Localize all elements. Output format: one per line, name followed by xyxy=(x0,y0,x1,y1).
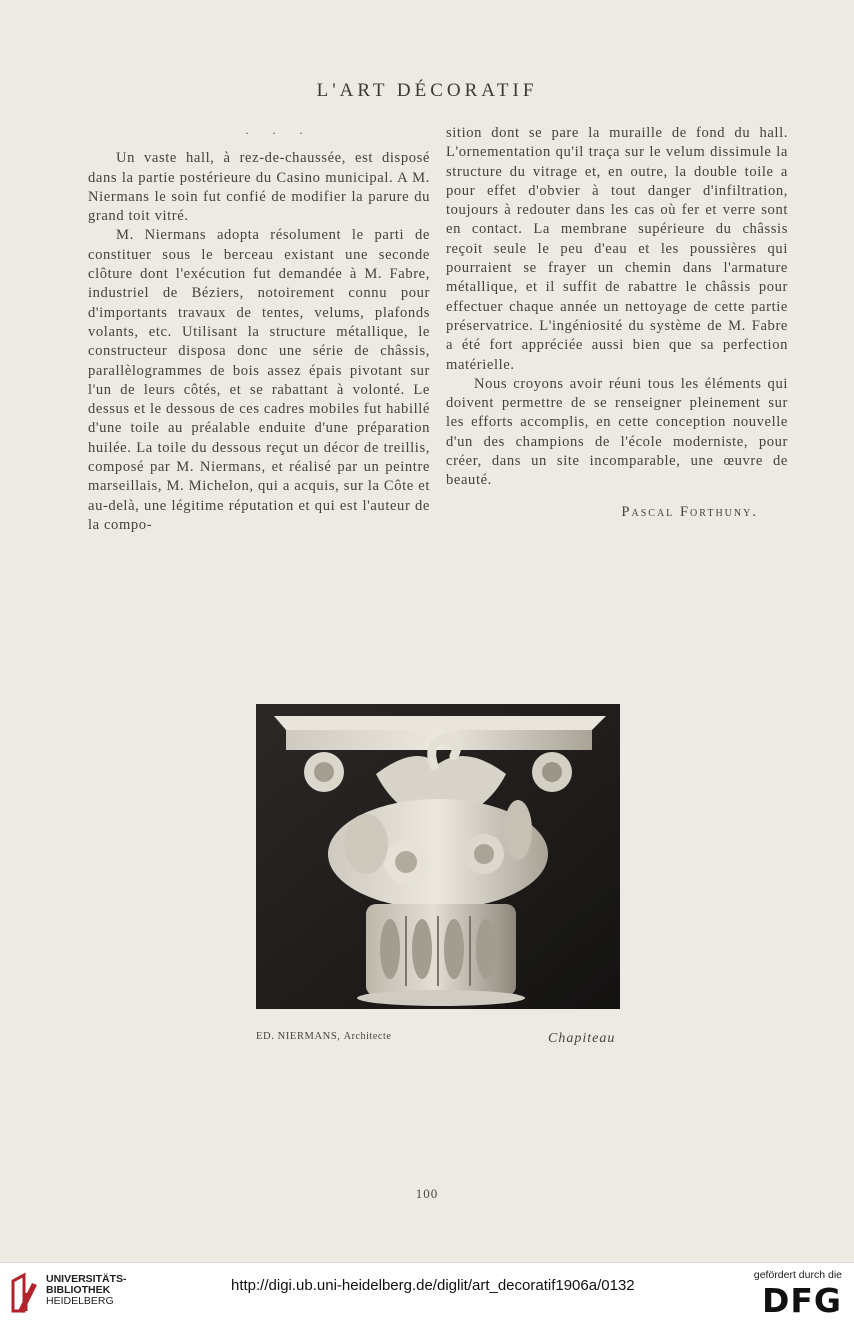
text-column-left xyxy=(88,124,430,535)
caption-architect-role: Architecte xyxy=(343,1031,392,1042)
paragraph: Nous croyons avoir réuni tous les éléments qui doivent permettre de se renseigner pleinement sur les efforts accomplis, en cette conception nouvelle d'un des champions de l'école moderniste, pour créer, dans un site incomparable, une œuvre de beauté. xyxy=(446,375,788,489)
digital-library-footer xyxy=(0,1262,854,1323)
ornament-dots: · · · xyxy=(245,126,313,140)
library-name-line: UNIVERSITÄTS- xyxy=(46,1273,127,1285)
paragraph: sition dont se pare la muraille de fond du hall. L'ornementation qu'il traça sur le velum dissimule la structure du vitrage et, en outre, la double toile a pour effet d'obvier à tout danger d'infiltration, toujours à redouter dans les cas où fer et verre sont en contact. La membrane supérieure du châssis reçoit seule le peu d'eau et les poussières qui pourraient se frayer un chemin dans l'armature métallique, et il suffit de rabattre le châssis pour effectuer chaque année un nettoyage de cette partie préservatrice. L'ingéniosité du système de M. Fabre a été fort appréciée aussi bien que sa perfection matérielle. xyxy=(446,125,788,373)
page-number: 100 xyxy=(415,1186,439,1201)
caption-architect-name: ED. NIERMANS, xyxy=(256,1031,341,1042)
funding-label: gefördert durch die xyxy=(753,1269,842,1281)
paragraph: Un vaste hall, à rez-de-chaussée, est disposé dans la partie postérieure du Casino municipal. A M. Niermans le soin fut confié de modifier la parure du grand toit vitré. xyxy=(88,150,430,225)
library-name-line: HEIDELBERG xyxy=(46,1295,114,1307)
paragraph: M. Niermans adopta résolument le parti de constituer sous le berceau existant une seconde clôture dont l'exécution fut demandée à M. Fabre, industriel de Béziers, notoirement connu pour d'importants travaux de tentes, velums, plafonds volants, etc. Utilisant la structure métallique, le constructeur disposa donc une série de châssis, parallèlogrammes de bois assez épais pivotant sur l'un de leurs côtés, et se rabattant à volonté. Le dessus et le dessous de ces cadres mobiles fut habillé d'une toile au préalable enduite d'une préparation huilée. La toile du dessous reçut un décor de treillis, composé par M. Niermans, et réalisé par un peintre marseillais, M. Michelon, qui a acquis, sur la Côte et au-delà, une légitime réputation et qui est l'auteur de la compo- xyxy=(88,227,430,533)
figure-caption-title: Chapiteau xyxy=(548,1031,616,1046)
capital-photograph xyxy=(256,704,620,1009)
permalink-url[interactable]: http://digi.ub.uni-heidelberg.de/diglit/art_decoratif1906a/0132 xyxy=(231,1277,635,1294)
dfg-logo[interactable]: DFG xyxy=(761,1281,842,1320)
library-name xyxy=(46,1274,127,1307)
text-column-right xyxy=(446,124,788,522)
capital-sculpture-image xyxy=(256,704,620,1009)
running-title: L'ART DÉCORATIF xyxy=(316,80,538,101)
figure-caption-architect xyxy=(256,1031,391,1042)
library-name-line: BIBLIOTHEK xyxy=(46,1284,111,1296)
author-signature: Pascal Forthuny. xyxy=(621,503,758,520)
university-library-logo-icon[interactable] xyxy=(10,1271,40,1315)
